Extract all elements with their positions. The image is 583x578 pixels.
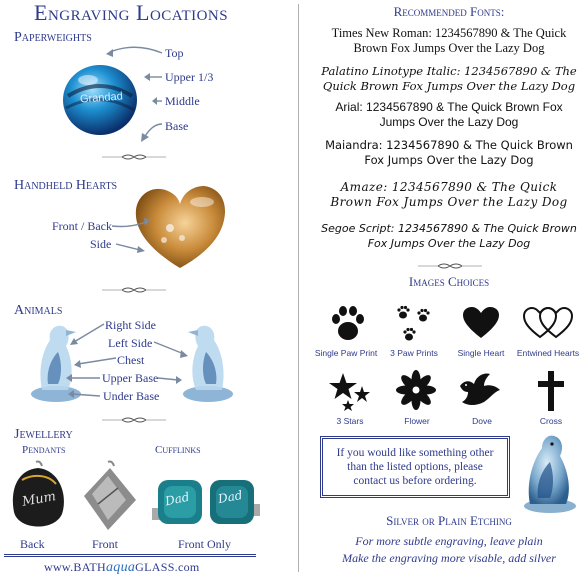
animal-label-right-side: Right Side [105,318,157,332]
heart-label-side: Side [90,237,112,251]
font-name: Segoe Script: [321,222,395,235]
cufflink-left-text: Dad [163,489,191,509]
footer-website-link[interactable] [44,560,200,576]
etching-heading: Silver or Plain Etching [386,513,512,528]
font-sample-times [318,26,580,56]
animal-label-upper-base: Upper Base [102,371,159,385]
stars-icon [328,372,372,412]
jewellery-label-back: Back [20,537,45,551]
entwined-hearts-icon [522,306,574,340]
footer-website-post: GLASS.com [135,560,200,574]
image-caption: Single Heart [457,348,505,358]
jewellery-label-front: Front [92,537,119,551]
paw-icon [328,304,368,344]
jewellery-label-front-only: Front Only [178,537,232,551]
column-divider [298,4,299,572]
pendants-heading: Pendants [22,444,66,456]
flourish-divider [102,153,166,161]
image-caption: 3 Paw Prints [390,348,438,358]
flourish-divider [102,416,166,424]
font-name: Palatino Linotype Italic: [321,64,461,78]
font-sample-segoe-script [318,221,580,251]
animal-label-left-side: Left Side [108,336,153,350]
heart-label-front-back: Front / Back [52,219,112,233]
font-name: Arial: [335,100,363,114]
animal-label-under-base: Under Base [103,389,160,403]
contact-notice-text: If you would like something other than the listed options, please contact us before ordering. [336,447,494,487]
font-sample-text: 1234567890 & The Quick Brown Fox Jumps Over the Lazy Dog [353,26,567,55]
pendant-engraving-text: Mum [20,489,58,510]
font-name: Amaze: [340,180,388,194]
pw-label-middle: Middle [165,94,200,108]
flower-icon [396,370,436,410]
font-name: Maiandra: [325,138,383,152]
font-sample-amaze [318,180,580,210]
font-sample-text: 1234567890 & The Quick Brown Fox Jumps Over the Lazy Dog [366,100,563,129]
footer-website-pre: www.BATH [44,560,106,574]
pw-label-base: Base [165,119,189,133]
font-sample-maiandra [318,138,580,168]
image-caption: Flower [404,416,430,426]
pendant-front-image [78,460,140,534]
jewellery-heading: Jewellery [14,427,73,442]
hearts-heading: Handheld Hearts [14,178,118,193]
cufflink-right-text: Dad [216,487,244,507]
font-sample-text: 1234567890 & The Quick Brown Fox Jumps Over the Lazy Dog [364,138,573,167]
footer-rule [4,554,256,555]
paperweight-engraving-text: Grandad [79,90,124,106]
contact-notice-box [320,436,510,498]
font-sample-arial [318,100,580,130]
paws-icon [394,304,434,344]
glass-bird-image [520,432,578,514]
page-title: Engraving Locations [34,0,229,25]
footer-rule-2 [4,556,256,557]
dove-icon [458,372,502,410]
etching-line-2: Make the engraving more visable, add silver [342,551,556,565]
flourish-divider [102,286,166,294]
image-caption: Dove [472,416,492,426]
font-sample-palatino [318,64,580,94]
image-caption: 3 Stars [336,416,364,426]
image-caption: Cross [539,416,563,426]
cross-icon [536,370,566,412]
paperweights-heading: Paperweights [14,30,92,45]
font-name: Times New Roman: [331,26,432,40]
paperweight-arrows [100,40,170,150]
font-sample-text: 1234567890 & The Quick Brown Fox Jumps Over the Lazy Dog [322,64,577,93]
pw-label-top: Top [165,46,184,60]
footer-website-accent: aqua [105,560,136,575]
font-sample-text: 1234567890 & The Quick Brown Fox Jumps Over the Lazy Dog [330,180,568,209]
cufflinks-heading: Cufflinks [155,444,201,456]
heart-icon [462,306,500,340]
heart-arrows [110,214,158,254]
animals-heading: Animals [14,303,63,318]
pw-label-upper: Upper 1/3 [165,70,214,84]
image-caption: Single Paw Print [314,348,378,358]
fonts-heading: Recommended Fonts: [393,4,505,19]
images-heading: Images Choices [408,274,490,289]
image-caption: Entwined Hearts [516,348,580,358]
flourish-divider [418,262,482,270]
font-sample-text: 1234567890 & The Quick Brown Fox Jumps Over the Lazy Dog [367,222,577,250]
etching-line-1: For more subtle engraving, leave plain [355,534,543,548]
animal-label-chest: Chest [117,353,145,367]
